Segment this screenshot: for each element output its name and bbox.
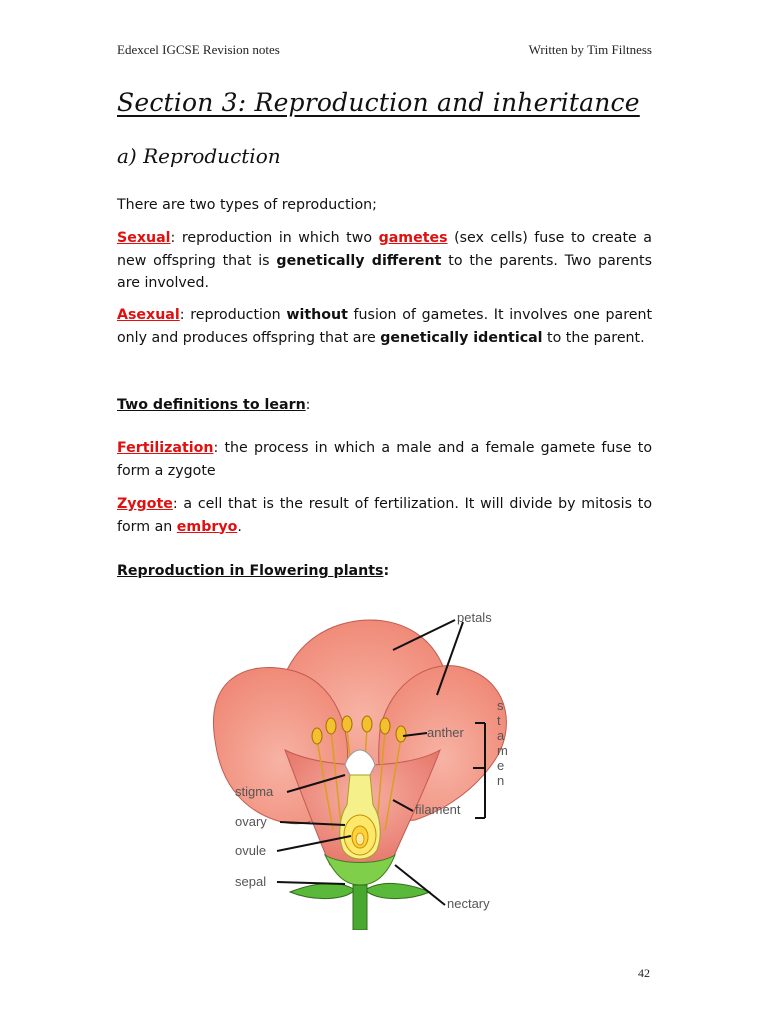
definitions-heading-colon: :	[305, 397, 311, 413]
label-filament: filament	[415, 802, 461, 817]
asexual-term: Asexual	[117, 307, 180, 323]
definitions-heading-text: Two definitions to learn	[117, 397, 306, 413]
without-bold: without	[286, 307, 348, 323]
asexual-paragraph	[117, 304, 652, 349]
sexual-paragraph	[117, 227, 652, 295]
label-stigma: stigma	[235, 784, 274, 799]
embryo-term: embryo	[176, 518, 238, 535]
asexual-text-2: fusion of gametes. It involves one parent only and produces offspring that are	[117, 307, 653, 346]
flowering-heading	[117, 560, 652, 583]
intro-paragraph: There are two types of reproduction;	[117, 197, 377, 213]
asexual-text-3: to the parent.	[542, 329, 645, 346]
fertilization-term: Fertilization	[117, 440, 214, 456]
zygote-text-2: .	[237, 518, 242, 535]
asexual-text-1: : reproduction	[179, 307, 287, 323]
label-nectary: nectary	[447, 896, 490, 911]
flowering-heading-colon: :	[383, 563, 390, 579]
header-right: Written by Tim Filtness	[528, 42, 652, 57]
flower-diagram	[205, 600, 535, 930]
definitions-heading	[117, 394, 652, 417]
label-anther: anther	[427, 725, 464, 740]
page-number: 42	[638, 966, 650, 980]
label-stamen: s t a m e n	[497, 698, 508, 788]
zygote-paragraph	[117, 493, 652, 538]
sexual-term: Sexual	[117, 230, 171, 246]
genetically-different: genetically different	[276, 252, 442, 269]
label-ovule: ovule	[235, 843, 267, 858]
fertilization-paragraph	[117, 437, 652, 482]
label-sepal: sepal	[235, 874, 267, 889]
receptacle-sepal-shape	[290, 855, 430, 930]
header-left: Edexcel IGCSE Revision notes	[117, 42, 280, 57]
label-petals: petals	[457, 610, 492, 625]
subsection-title: a) Reproduction	[117, 144, 281, 168]
sexual-text-1: : reproduction in which two	[170, 230, 379, 246]
flowering-heading-text: Reproduction in Flowering plants	[117, 563, 384, 579]
genetically-identical: genetically identical	[380, 329, 543, 346]
zygote-term: Zygote	[117, 496, 173, 512]
fertilization-text: : the process in which a male and a female gamete fuse to form a zygote	[117, 440, 652, 479]
section-title: Section 3: Reproduction and inheritance	[117, 88, 640, 117]
gametes-term: gametes	[378, 230, 448, 246]
sexual-text-2: (sex cells) fuse to create a new offspring that is	[117, 230, 653, 269]
label-ovary: ovary	[235, 814, 267, 829]
sexual-text-3: to the parents. Two parents are involved.	[117, 252, 652, 291]
zygote-text-1: : a cell that is the result of fertilization. It will divide by mitosis to form an	[117, 496, 652, 535]
